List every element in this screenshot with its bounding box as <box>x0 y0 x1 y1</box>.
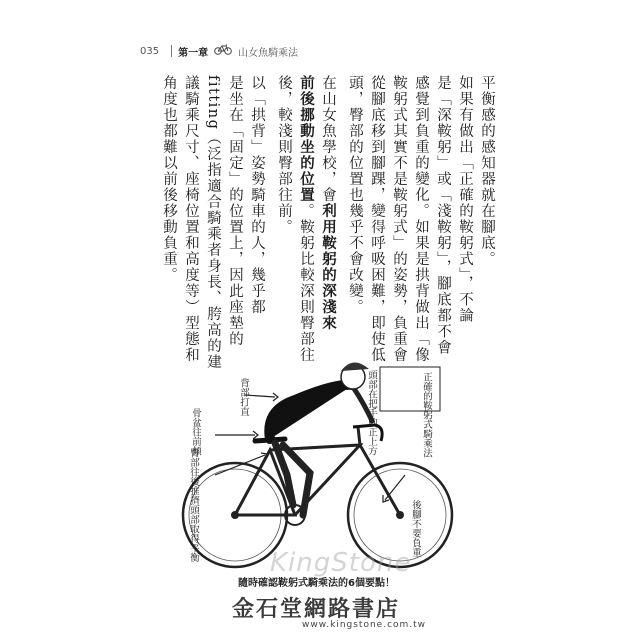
text-column: 角度也都難以前後移動負重。 <box>161 75 177 283</box>
book-title: 山女魚騎乘法 <box>238 47 299 59</box>
text-column: 是坐在「固定」的位置上，因此座墊的 <box>227 75 243 347</box>
bold-text: 前後挪動坐的位置 <box>298 75 315 203</box>
watermark-url: www.kingstone.com.tw <box>302 620 427 630</box>
text-column: 以「拱背」姿勢騎車的人，幾乎都 <box>249 75 265 315</box>
text-column: 頭，臀部的位置也幾乎不會改變。 <box>347 75 363 315</box>
text-column: 議騎乘尺寸、座椅位置和高度等）型態和 <box>183 75 199 363</box>
illustration-title-box: 正確的鞍躬式騎乘法 <box>421 372 432 458</box>
illustration-note: 後腳不要負重 <box>410 500 421 557</box>
header-divider <box>171 45 172 57</box>
text-column: 從腳底移到腳踝，變得呼吸困難，即使低 <box>369 75 385 363</box>
chapter-label: 第一章 <box>178 47 209 59</box>
illustration-note: 骨盆往前傾 <box>190 408 201 456</box>
illustration-note: 背部打直 <box>238 378 249 416</box>
page-header <box>140 40 298 62</box>
watermark-chinese: 金石堂網路書店 <box>232 596 401 622</box>
watermark-latin: KingStone <box>270 548 412 578</box>
illustration-note: 頭部在把手的正上方 <box>366 370 377 456</box>
page-number: 035 <box>140 45 160 57</box>
text-column: 後，較淺則臀部往前。 <box>276 75 292 235</box>
text-column: fitting（泛指適合騎乘者身長、胯高的建 <box>205 75 221 371</box>
text-column: 鞍躬式其實不是鞍躬式」的姿勢，負重會 <box>391 75 407 363</box>
text-column: 在山女魚學校，會利用鞍躬的深淺來 <box>320 75 337 331</box>
illustration-caption: 隨時確認鞍躬式騎乘法的6個要點！ <box>238 578 395 589</box>
text-column: 感覺到負重的變化。如果是拱背做出「像 <box>413 75 429 363</box>
text-column: 前後挪動坐的位置。鞍躬比較深則臀部往 <box>298 75 315 363</box>
bicycle-icon <box>214 44 232 58</box>
text-column: 平衡感的感知器就在腳底。 <box>479 75 495 267</box>
text-column: 是「深鞍躬」或「淺鞍躬」，腳底都不會 <box>435 75 451 356</box>
bold-text: 利用鞍躬的深淺來 <box>320 203 337 331</box>
text-column: 如果有做出「正確的鞍躬式」，不論 <box>457 75 473 324</box>
illustration-note: 臀部往後推擠頭部取得平衡 <box>188 448 199 562</box>
